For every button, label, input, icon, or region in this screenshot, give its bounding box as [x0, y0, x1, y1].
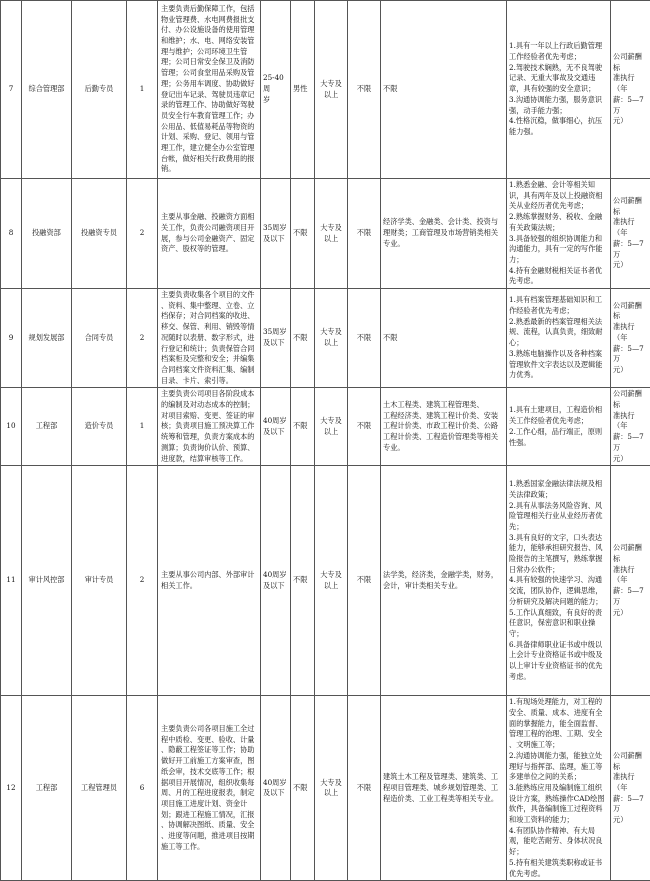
- other-requirements-line: 2.驾驶技术娴熟，无不良驾驶: [509, 63, 608, 74]
- duties-line: 主要从事公司内部、外部审计: [161, 570, 258, 581]
- salary-line: 公司薪酬标: [613, 52, 648, 73]
- duties-line: 销。: [161, 164, 258, 175]
- duties-line: 移交、保管、利用、销毁等情: [161, 322, 258, 333]
- salary-line: 准执行（年: [613, 565, 648, 586]
- position-cell: 合同专员: [72, 289, 127, 388]
- duties-line: 进度款，结算审核等工作。: [161, 454, 258, 465]
- other-requirements-cell: [507, 466, 611, 696]
- duties-line: 的编制及对动态成本的控制；: [161, 400, 258, 411]
- major-requirement-cell: [381, 289, 507, 388]
- other-requirements-line: 6.具备律师职业证书或中级以: [509, 640, 608, 651]
- duties-cell: [158, 1, 261, 179]
- salary-line: 薪：5—7万: [613, 239, 648, 260]
- duties-line: 台帐，做好相关行政费用的报: [161, 154, 258, 165]
- position-cell: 审计专员: [72, 466, 127, 696]
- row-number-cell: 9: [1, 289, 22, 388]
- duties-line: 相关工作。: [161, 581, 258, 592]
- duties-line: 、进度等问题，推进项目按期: [161, 831, 258, 842]
- major-requirement-line: 会计，审计类相关专业。: [383, 581, 504, 592]
- duties-line: 程中质检、变更、验收、计量: [161, 735, 258, 746]
- title-requirement-cell: [348, 289, 381, 388]
- major-requirement-cell: [381, 179, 507, 289]
- duties-line: 登记出车记录、驾驶员违章记: [161, 90, 258, 101]
- other-requirements-line: 2.工作心细，品行端正，原则: [509, 427, 608, 438]
- duties-line: 理工作，建立健全办公室管理: [161, 143, 258, 154]
- duties-line: 关工作，负责公司融资项目开: [161, 223, 258, 234]
- gender-requirement-line: 不限: [293, 783, 312, 794]
- education-requirement-cell: [315, 1, 348, 179]
- major-requirement-line: 程造价类、工业工程类等相关专业。: [383, 794, 504, 805]
- other-requirements-line: 关法律政策；: [509, 490, 608, 501]
- duties-line: 合同档案文件资料汇集、编制: [161, 365, 258, 376]
- other-requirements-line: 能力，能够承担研究报告、风: [509, 543, 608, 554]
- position-cell: 后勤专员: [72, 1, 127, 179]
- education-requirement-cell: [315, 179, 348, 289]
- other-requirements-line: 4.具有较强的快速学习、沟通: [509, 575, 608, 586]
- department-cell: 审计风控部: [22, 466, 72, 696]
- other-requirements-line: 任意识，保密意识和职业操: [509, 618, 608, 629]
- other-requirements-line: 强，动手能力强；: [509, 106, 608, 117]
- other-requirements-line: 日常办公软件；: [509, 565, 608, 576]
- other-requirements-line: 4.性格沉稳，做事细心，抗压: [509, 116, 608, 127]
- duties-cell: [158, 289, 261, 388]
- age-requirement-line: 及以下: [263, 427, 288, 438]
- table-row: [1, 388, 650, 466]
- age-requirement-cell: [261, 289, 291, 388]
- title-requirement-line: 不限: [350, 333, 378, 344]
- other-requirements-line: 规、流程，认真负责，细致耐: [509, 327, 608, 338]
- department-cell: 规划发展部: [22, 289, 72, 388]
- duties-line: 主要负责公司各项目施工全过: [161, 724, 258, 735]
- major-requirement-line: 工程计价类、市政工程计价类、公路: [383, 421, 504, 432]
- duties-line: 物业管理费、水电网费报批支: [161, 15, 258, 26]
- title-requirement-line: 不限: [350, 421, 378, 432]
- duties-line: 纸会审，技术交底等工作；根: [161, 767, 258, 778]
- major-requirement-line: 法学类，经济类，金融学类，财务，: [383, 570, 504, 581]
- salary-cell: [611, 696, 650, 881]
- salary-cell: [611, 179, 650, 289]
- row-number-cell: 12: [1, 696, 22, 881]
- department-cell: 工程部: [22, 696, 72, 881]
- headcount-cell: 1: [127, 388, 158, 466]
- other-requirements-cell: [507, 696, 611, 881]
- age-requirement-line: 及以下: [263, 788, 288, 799]
- duties-cell: [158, 466, 261, 696]
- gender-requirement-line: 男性: [293, 84, 312, 95]
- position-cell: 投融资专员: [72, 179, 127, 289]
- age-requirement-line: 及以下: [263, 234, 288, 245]
- duties-line: 主要从事金融、投融资方面相: [161, 212, 258, 223]
- salary-cell: [611, 388, 650, 466]
- other-requirements-line: 2.沟通协调能力强，能独立处: [509, 751, 608, 762]
- duties-line: 理；公司日常安全保卫及消防: [161, 57, 258, 68]
- headcount-cell: 6: [127, 696, 158, 881]
- other-requirements-line: 3.能熟练应用及编制施工组织: [509, 783, 608, 794]
- other-requirements-line: 性强。: [509, 438, 608, 449]
- other-requirements-line: 险管理相关行业从业经历者优: [509, 511, 608, 522]
- gender-requirement-cell: [291, 1, 315, 179]
- other-requirements-line: 3.具备较强的组织协调能力和: [509, 234, 608, 245]
- major-requirement-line: 经济学类、金融类、会计类、投资与: [383, 217, 504, 228]
- department-cell: 投融资部: [22, 179, 72, 289]
- other-requirements-line: 考虑。: [509, 672, 608, 683]
- education-requirement-line: 大专及: [317, 416, 345, 427]
- education-requirement-cell: [315, 289, 348, 388]
- education-requirement-line: 大专及: [317, 327, 345, 338]
- other-requirements-line: 险报告的主笔撰写，熟练掌握: [509, 554, 608, 565]
- other-requirements-line: 2.具有从事法务风险咨询、风: [509, 501, 608, 512]
- other-requirements-line: 关工作经验者优先考虑；: [509, 416, 608, 427]
- education-requirement-line: 大专及: [317, 570, 345, 581]
- table-row: [1, 1, 650, 179]
- duties-line: 展，参与公司金融资产、固定: [161, 234, 258, 245]
- gender-requirement-cell: [291, 388, 315, 466]
- row-number-cell: 11: [1, 466, 22, 696]
- other-requirements-line: 软件，具备编制施工过程资料: [509, 804, 608, 815]
- education-requirement-line: 以上: [317, 427, 345, 438]
- salary-line: 公司薪酬标: [613, 196, 648, 217]
- age-requirement-cell: [261, 388, 291, 466]
- other-requirements-line: 交流，团队协作，逻辑思维，: [509, 586, 608, 597]
- other-requirements-line: 、文明施工等；: [509, 740, 608, 751]
- duties-line: 况随时以表册、数字形式，进: [161, 333, 258, 344]
- age-requirement-line: 40周岁: [263, 416, 288, 427]
- salary-line: 元）: [613, 608, 648, 619]
- other-requirements-line: 观，能吃苦耐劳、身体状况良: [509, 836, 608, 847]
- duties-line: 公用品、低值易耗品等物资的: [161, 122, 258, 133]
- title-requirement-line: 不限: [350, 783, 378, 794]
- major-requirement-line: 理财类；工商管理及市场营销类相关: [383, 228, 504, 239]
- salary-cell: [611, 466, 650, 696]
- other-requirements-line: 多建单位之间的关系；: [509, 772, 608, 783]
- duties-line: 主要负责后勤保障工作，包括: [161, 4, 258, 15]
- salary-line: 元）: [613, 365, 648, 376]
- other-requirements-line: 3.沟通协调能力强，服务意识: [509, 95, 608, 106]
- major-requirement-line: 工程经济类、建筑工程计价类、安装: [383, 411, 504, 422]
- salary-line: 公司薪酬标: [613, 543, 648, 564]
- duties-line: 理与维护；公司环境卫生管: [161, 47, 258, 58]
- other-requirements-line: 以上审计专业资格证书的优先: [509, 661, 608, 672]
- title-requirement-cell: [348, 696, 381, 881]
- other-requirements-cell: [507, 179, 611, 289]
- duties-line: 、隐蔽工程签证等工作；协助: [161, 745, 258, 756]
- major-requirement-line: 工程计价类、工程造价管理类等相关: [383, 432, 504, 443]
- education-requirement-line: 大专及: [317, 79, 345, 90]
- department-cell: 综合管理部: [22, 1, 72, 179]
- age-requirement-cell: [261, 466, 291, 696]
- gender-requirement-cell: [291, 466, 315, 696]
- duties-line: 行登记和统计；负责保管合同: [161, 344, 258, 355]
- gender-requirement-cell: [291, 179, 315, 289]
- salary-line: 准执行（年: [613, 772, 648, 793]
- other-requirements-line: 章，具有较强的安全意识；: [509, 84, 608, 95]
- duties-line: 对项目索赔、变更、签证的审: [161, 411, 258, 422]
- salary-line: 准执行（年: [613, 73, 648, 94]
- other-requirements-line: 心；: [509, 338, 608, 349]
- salary-line: 准执行（年: [613, 322, 648, 343]
- other-requirements-line: 沟通能力，具有一定的写作能: [509, 244, 608, 255]
- salary-cell: [611, 289, 650, 388]
- other-requirements-cell: [507, 289, 611, 388]
- duties-line: 划；跟进工程施工情况，汇报: [161, 810, 258, 821]
- age-requirement-cell: [261, 179, 291, 289]
- age-requirement-line: 岁: [263, 95, 288, 106]
- other-requirements-line: 先考虑。: [509, 276, 608, 287]
- row-number-cell: 8: [1, 179, 22, 289]
- duties-line: 管理；公司食堂用品采购及管: [161, 68, 258, 79]
- major-requirement-cell: [381, 388, 507, 466]
- gender-requirement-line: 不限: [293, 575, 312, 586]
- salary-line: 公司薪酬标: [613, 751, 648, 772]
- other-requirements-line: 先；: [509, 522, 608, 533]
- duties-cell: [158, 388, 261, 466]
- duties-line: 周、月的工程进度报表，制定: [161, 788, 258, 799]
- other-requirements-line: 设计方案，熟练操作CAD绘图: [509, 794, 608, 805]
- other-requirements-line: 力优秀。: [509, 370, 608, 381]
- position-cell: 工程管理员: [72, 696, 127, 881]
- other-requirements-line: 工作经验者优先考虑；: [509, 52, 608, 63]
- other-requirements-line: 守；: [509, 629, 608, 640]
- headcount-cell: 1: [127, 1, 158, 179]
- other-requirements-line: 2.熟练掌握财务、税收、金融: [509, 212, 608, 223]
- other-requirements-line: 1.具有一年以上行政后勤管理: [509, 41, 608, 52]
- duties-cell: [158, 696, 261, 881]
- other-requirements-line: 优先考虑。: [509, 869, 608, 880]
- major-requirement-cell: [381, 1, 507, 179]
- salary-line: 元）: [613, 260, 648, 271]
- gender-requirement-cell: [291, 696, 315, 881]
- table-row: [1, 466, 650, 696]
- title-requirement-line: 不限: [350, 575, 378, 586]
- major-requirement-line: 土木工程类、建筑工程管理类、: [383, 400, 504, 411]
- education-requirement-line: 以上: [317, 338, 345, 349]
- duties-line: 据项目开展情况，组织收集每: [161, 778, 258, 789]
- other-requirements-line: 4.有团队协作精神、有大局: [509, 826, 608, 837]
- salary-line: 准执行（年: [613, 217, 648, 238]
- education-requirement-line: 大专及: [317, 778, 345, 789]
- table-row: [1, 179, 650, 289]
- other-requirements-line: 1.熟悉国家金融法律法规及相: [509, 479, 608, 490]
- other-requirements-line: 1.具有档案管理基础知识和工: [509, 295, 608, 306]
- other-requirements-line: 有关政策法规；: [509, 223, 608, 234]
- education-requirement-line: 以上: [317, 788, 345, 799]
- title-requirement-cell: [348, 466, 381, 696]
- salary-cell: [611, 1, 650, 179]
- major-requirement-line: 不限: [383, 84, 504, 95]
- salary-line: 公司薪酬标: [613, 389, 648, 410]
- major-requirement-line: 专业。: [383, 443, 504, 454]
- major-requirement-line: 专业。: [383, 239, 504, 250]
- age-requirement-line: 40周岁: [263, 778, 288, 789]
- major-requirement-line: 程项目管理类、城乡规划管理类、工: [383, 783, 504, 794]
- salary-line: 薪：5—7万: [613, 344, 648, 365]
- other-requirements-line: 记录、无重大事故及交通违: [509, 73, 608, 84]
- other-requirements-line: 作经验者优先考虑；: [509, 306, 608, 317]
- major-requirement-line: 建筑土木工程及管理类、建筑类、工: [383, 772, 504, 783]
- duties-line: 档案柜及完整和安全；并编集: [161, 354, 258, 365]
- title-requirement-line: 不限: [350, 84, 378, 95]
- duties-line: 统筹和管理，负责方案成本的: [161, 432, 258, 443]
- duties-line: 档保存；对合同档案的收进、: [161, 311, 258, 322]
- title-requirement-cell: [348, 179, 381, 289]
- table-row: [1, 289, 650, 388]
- salary-line: 元）: [613, 116, 648, 127]
- headcount-cell: 2: [127, 179, 158, 289]
- other-requirements-line: 好；: [509, 847, 608, 858]
- education-requirement-line: 大专及: [317, 223, 345, 234]
- headcount-cell: 2: [127, 466, 158, 696]
- salary-line: 准执行（年: [613, 411, 648, 432]
- other-requirements-line: 4.持有金融财税相关证书者优: [509, 266, 608, 277]
- duties-line: 目录、卡片、索引等。: [161, 376, 258, 387]
- other-requirements-line: 面的掌握能力，能全面监督、: [509, 719, 608, 730]
- duties-line: 资产、股权等的管理。: [161, 244, 258, 255]
- duties-line: 计划、采购、登记、领用与管: [161, 132, 258, 143]
- salary-line: 薪：5—7万: [613, 586, 648, 607]
- gender-requirement-line: 不限: [293, 228, 312, 239]
- other-requirements-line: 5.持有相关建筑类职称或证书: [509, 858, 608, 869]
- duties-line: 、协调解决图纸、质量、安全: [161, 820, 258, 831]
- row-number-cell: 7: [1, 1, 22, 179]
- duties-line: 录的管理工作、协助做好驾驶: [161, 100, 258, 111]
- other-requirements-line: 3.熟练电脑操作以及各种档案: [509, 349, 608, 360]
- major-requirement-cell: [381, 466, 507, 696]
- duties-line: 、资料、集中整理、立卷、立: [161, 301, 258, 312]
- other-requirements-line: 1.具有土建项目，工程造价相: [509, 405, 608, 416]
- other-requirements-line: 上会计专业资格证书或中级及: [509, 650, 608, 661]
- salary-line: 薪：5—7万: [613, 432, 648, 453]
- duties-line: 和维护；水、电、网络安装管: [161, 36, 258, 47]
- age-requirement-cell: [261, 1, 291, 179]
- duties-line: 施工等工作。: [161, 842, 258, 853]
- other-requirements-line: 理好与指挥部、监理，施工等: [509, 762, 608, 773]
- gender-requirement-line: 不限: [293, 421, 312, 432]
- row-number-cell: 10: [1, 388, 22, 466]
- other-requirements-line: 5.工作认真细致，有良好的责: [509, 608, 608, 619]
- department-cell: 工程部: [22, 388, 72, 466]
- other-requirements-line: 安全、质量、成本、进度有全: [509, 708, 608, 719]
- age-requirement-line: 25-40周: [263, 73, 288, 94]
- table-row: [1, 696, 650, 881]
- duties-line: 员安全行车教育管理工作；办: [161, 111, 258, 122]
- title-requirement-line: 不限: [350, 228, 378, 239]
- age-requirement-line: 35周岁: [263, 327, 288, 338]
- title-requirement-cell: [348, 1, 381, 179]
- title-requirement-cell: [348, 388, 381, 466]
- duties-line: 项目施工进度计划、资金计: [161, 799, 258, 810]
- education-requirement-cell: [315, 388, 348, 466]
- salary-line: 元）: [613, 815, 648, 826]
- duties-line: 做好开工前施工方案审查，图: [161, 756, 258, 767]
- other-requirements-line: 1.熟悉金融、会计等相关知: [509, 180, 608, 191]
- education-requirement-line: 以上: [317, 234, 345, 245]
- age-requirement-line: 及以下: [263, 338, 288, 349]
- other-requirements-cell: [507, 1, 611, 179]
- duties-line: 主要负责公司项目各阶段成本: [161, 389, 258, 400]
- duties-line: 付、办公设施设备的使用管理: [161, 25, 258, 36]
- education-requirement-line: 以上: [317, 90, 345, 101]
- other-requirements-line: 3.具有良好的文字，口头表达: [509, 533, 608, 544]
- duties-line: 理；公务用车调度、协助做好: [161, 79, 258, 90]
- age-requirement-cell: [261, 696, 291, 881]
- gender-requirement-line: 不限: [293, 333, 312, 344]
- duties-line: 核；负责项目施工预决算工作: [161, 421, 258, 432]
- salary-line: 公司薪酬标: [613, 301, 648, 322]
- major-requirement-cell: [381, 696, 507, 881]
- other-requirements-line: 识，具有两年及以上投融资相: [509, 191, 608, 202]
- other-requirements-line: 2.熟悉最新的档案管理相关法: [509, 317, 608, 328]
- other-requirements-line: 关从业经历者优先考虑；: [509, 201, 608, 212]
- major-requirement-line: 不限: [383, 333, 504, 344]
- age-requirement-line: 40周岁: [263, 570, 288, 581]
- other-requirements-line: 管理软件文字表达以及逻辑能: [509, 360, 608, 371]
- education-requirement-cell: [315, 696, 348, 881]
- duties-line: 测算；负责询价认价、预算、: [161, 443, 258, 454]
- salary-line: 元）: [613, 454, 648, 465]
- other-requirements-line: 力；: [509, 255, 608, 266]
- position-cell: 造价专员: [72, 388, 127, 466]
- duties-cell: [158, 179, 261, 289]
- duties-line: 主要负责收集各个项目的文件: [161, 290, 258, 301]
- gender-requirement-cell: [291, 289, 315, 388]
- education-requirement-line: 以上: [317, 581, 345, 592]
- other-requirements-cell: [507, 388, 611, 466]
- salary-line: 薪：5—7万: [613, 95, 648, 116]
- other-requirements-line: 1.有现场处理能力，对工程的: [509, 697, 608, 708]
- other-requirements-line: 管理工程的治理、工期、安全: [509, 729, 608, 740]
- age-requirement-line: 及以下: [263, 581, 288, 592]
- salary-line: 薪：5—7万: [613, 794, 648, 815]
- education-requirement-cell: [315, 466, 348, 696]
- other-requirements-line: 能力强。: [509, 127, 608, 138]
- age-requirement-line: 35周岁: [263, 223, 288, 234]
- other-requirements-line: 和竣工资料的能力；: [509, 815, 608, 826]
- headcount-cell: 2: [127, 289, 158, 388]
- other-requirements-line: 分析研究及解决问题的能力；: [509, 597, 608, 608]
